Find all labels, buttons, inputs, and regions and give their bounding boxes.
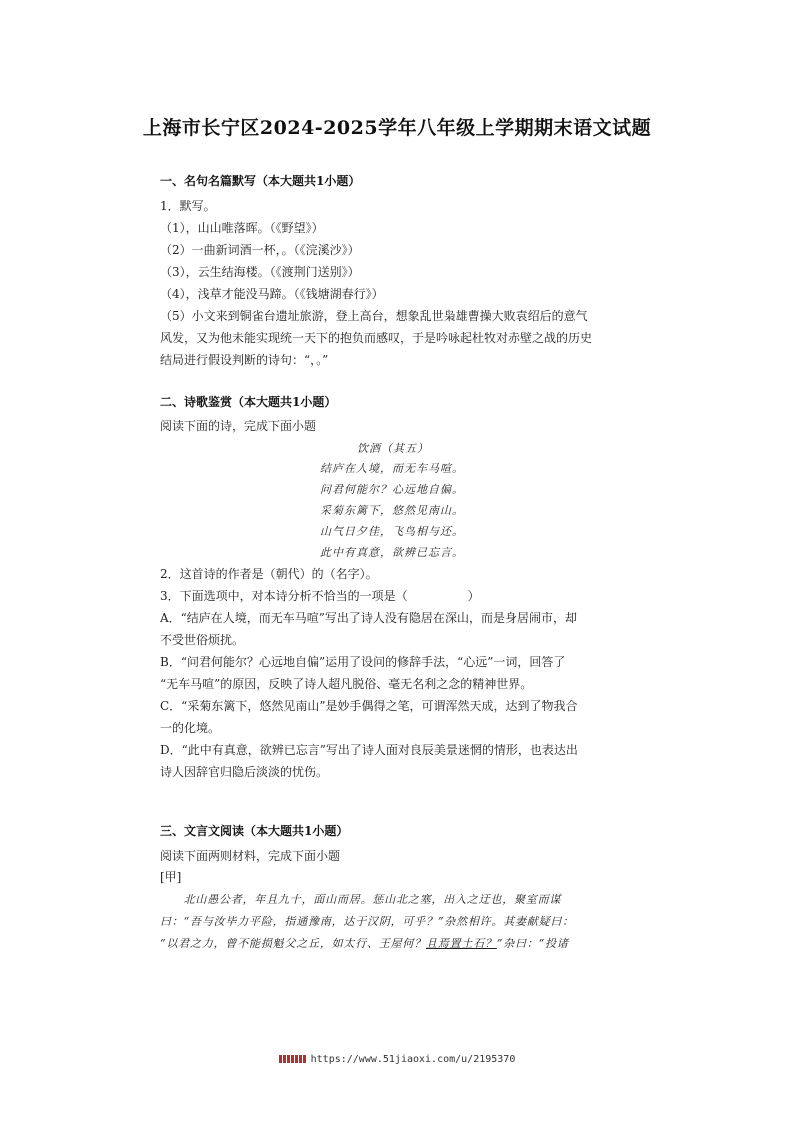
sec3-intro: 阅读下面两则材料，完成下面小题 (160, 849, 341, 863)
passage-line (160, 933, 640, 955)
footer-url[interactable]: https://www.51jiaoxi.com/u/2195370 (310, 1054, 516, 1065)
section-3-heading: 三、文言文阅读（本大题共1小题） (160, 824, 349, 838)
section-2-heading: 二、诗歌鉴赏（本大题共1小题） (160, 395, 337, 409)
sec1-line: （3），云生结海楼。（《渡荆门送别》） (160, 265, 360, 279)
sec2-intro: 阅读下面的诗，完成下面小题 (160, 419, 317, 433)
sec2-line: A．“结庐在人境，而无车马喧”写出了诗人没有隐居在深山，而是身居闹市，却 (160, 611, 577, 625)
passage-line: 曰：“吾与汝毕力平险，指通豫南，达于汉阴，可乎？”杂然相许。其妻献疑曰： (160, 915, 575, 928)
sec2-line: 3．下面选项中，对本诗分析不恰当的一项是（ ） (160, 589, 480, 603)
passage-line: 北山愚公者，年且九十，面山而居。惩山北之塞，出入之迂也，聚室而谋 (160, 893, 562, 906)
sec1-line: （1），山山唯落晖。（《野望》） (160, 221, 324, 235)
sec2-line: B．“问君何能尔？心远地自偏”运用了设问的修辞手法，“心远”一词，回答了 (160, 655, 566, 669)
sec1-line: （2）一曲新词酒一杯，。（《浣溪沙》） (160, 243, 360, 257)
footer (0, 1054, 794, 1065)
poem-title: 饮酒（其五） (357, 442, 429, 455)
sec2-line: C．“采菊东篱下，悠然见南山”是妙手偶得之笔，可谓浑然天成，达到了物我合 (160, 699, 578, 713)
sec2-line: “无车马喧”的原因，反映了诗人超凡脱俗、毫无名利之念的精神世界。 (160, 677, 533, 691)
poem-line: 此中有真意，欲辨已忘言。 (320, 546, 464, 559)
sec2-line: 一的化境。 (160, 721, 221, 735)
passage-label: [甲] (160, 870, 182, 884)
poem-line: 采菊东篱下，悠然见南山。 (320, 504, 464, 517)
passage-text: “以君之力，曾不能损魁父之丘，如太行、王屋何？ (160, 937, 427, 950)
sec1-line: 风发，又为他未能实现统一天下的抱负而感叹，于是吟咏起杜牧对赤壁之战的历史 (160, 331, 593, 345)
section-1-heading: 一、名句名篇默写（本大题共1小题） (160, 174, 361, 188)
poem-line: 问君何能尔？心远地自偏。 (320, 483, 464, 496)
sec2-line: 不受世俗烦扰。 (160, 633, 245, 647)
sec2-line: 诗人因辞官归隐后淡淡的忧伤。 (160, 765, 329, 779)
passage-text: ”杂曰：“投诸 (496, 937, 569, 950)
sec1-line: （5）小文来到铜雀台遗址旅游，登上高台，想象乱世枭雄曹操大败袁绍后的意气 (160, 309, 588, 323)
sec2-line: D．“此中有真意，欲辨已忘言”写出了诗人面对良辰美景迷惘的情形，也表达出 (160, 743, 578, 757)
poem-line: 山气日夕佳，飞鸟相与还。 (320, 525, 464, 538)
sec1-line: 1．默写。 (160, 199, 216, 213)
sec1-line: 结局进行假设判断的诗句：“，。” (160, 353, 329, 367)
underlined-sentence: 且焉置土石？ (426, 937, 497, 950)
page-title: 上海市长宁区2024-2025学年八年级上学期期末语文试题 (142, 117, 652, 139)
site-logo-icon (279, 1055, 307, 1063)
poem-line: 结庐在人境，而无车马喧。 (320, 462, 464, 475)
sec2-line: 2．这首诗的作者是（朝代）的（名字）。 (160, 567, 378, 581)
sec1-line: （4），浅草才能没马蹄。（《钱塘湖春行》） (160, 287, 384, 301)
